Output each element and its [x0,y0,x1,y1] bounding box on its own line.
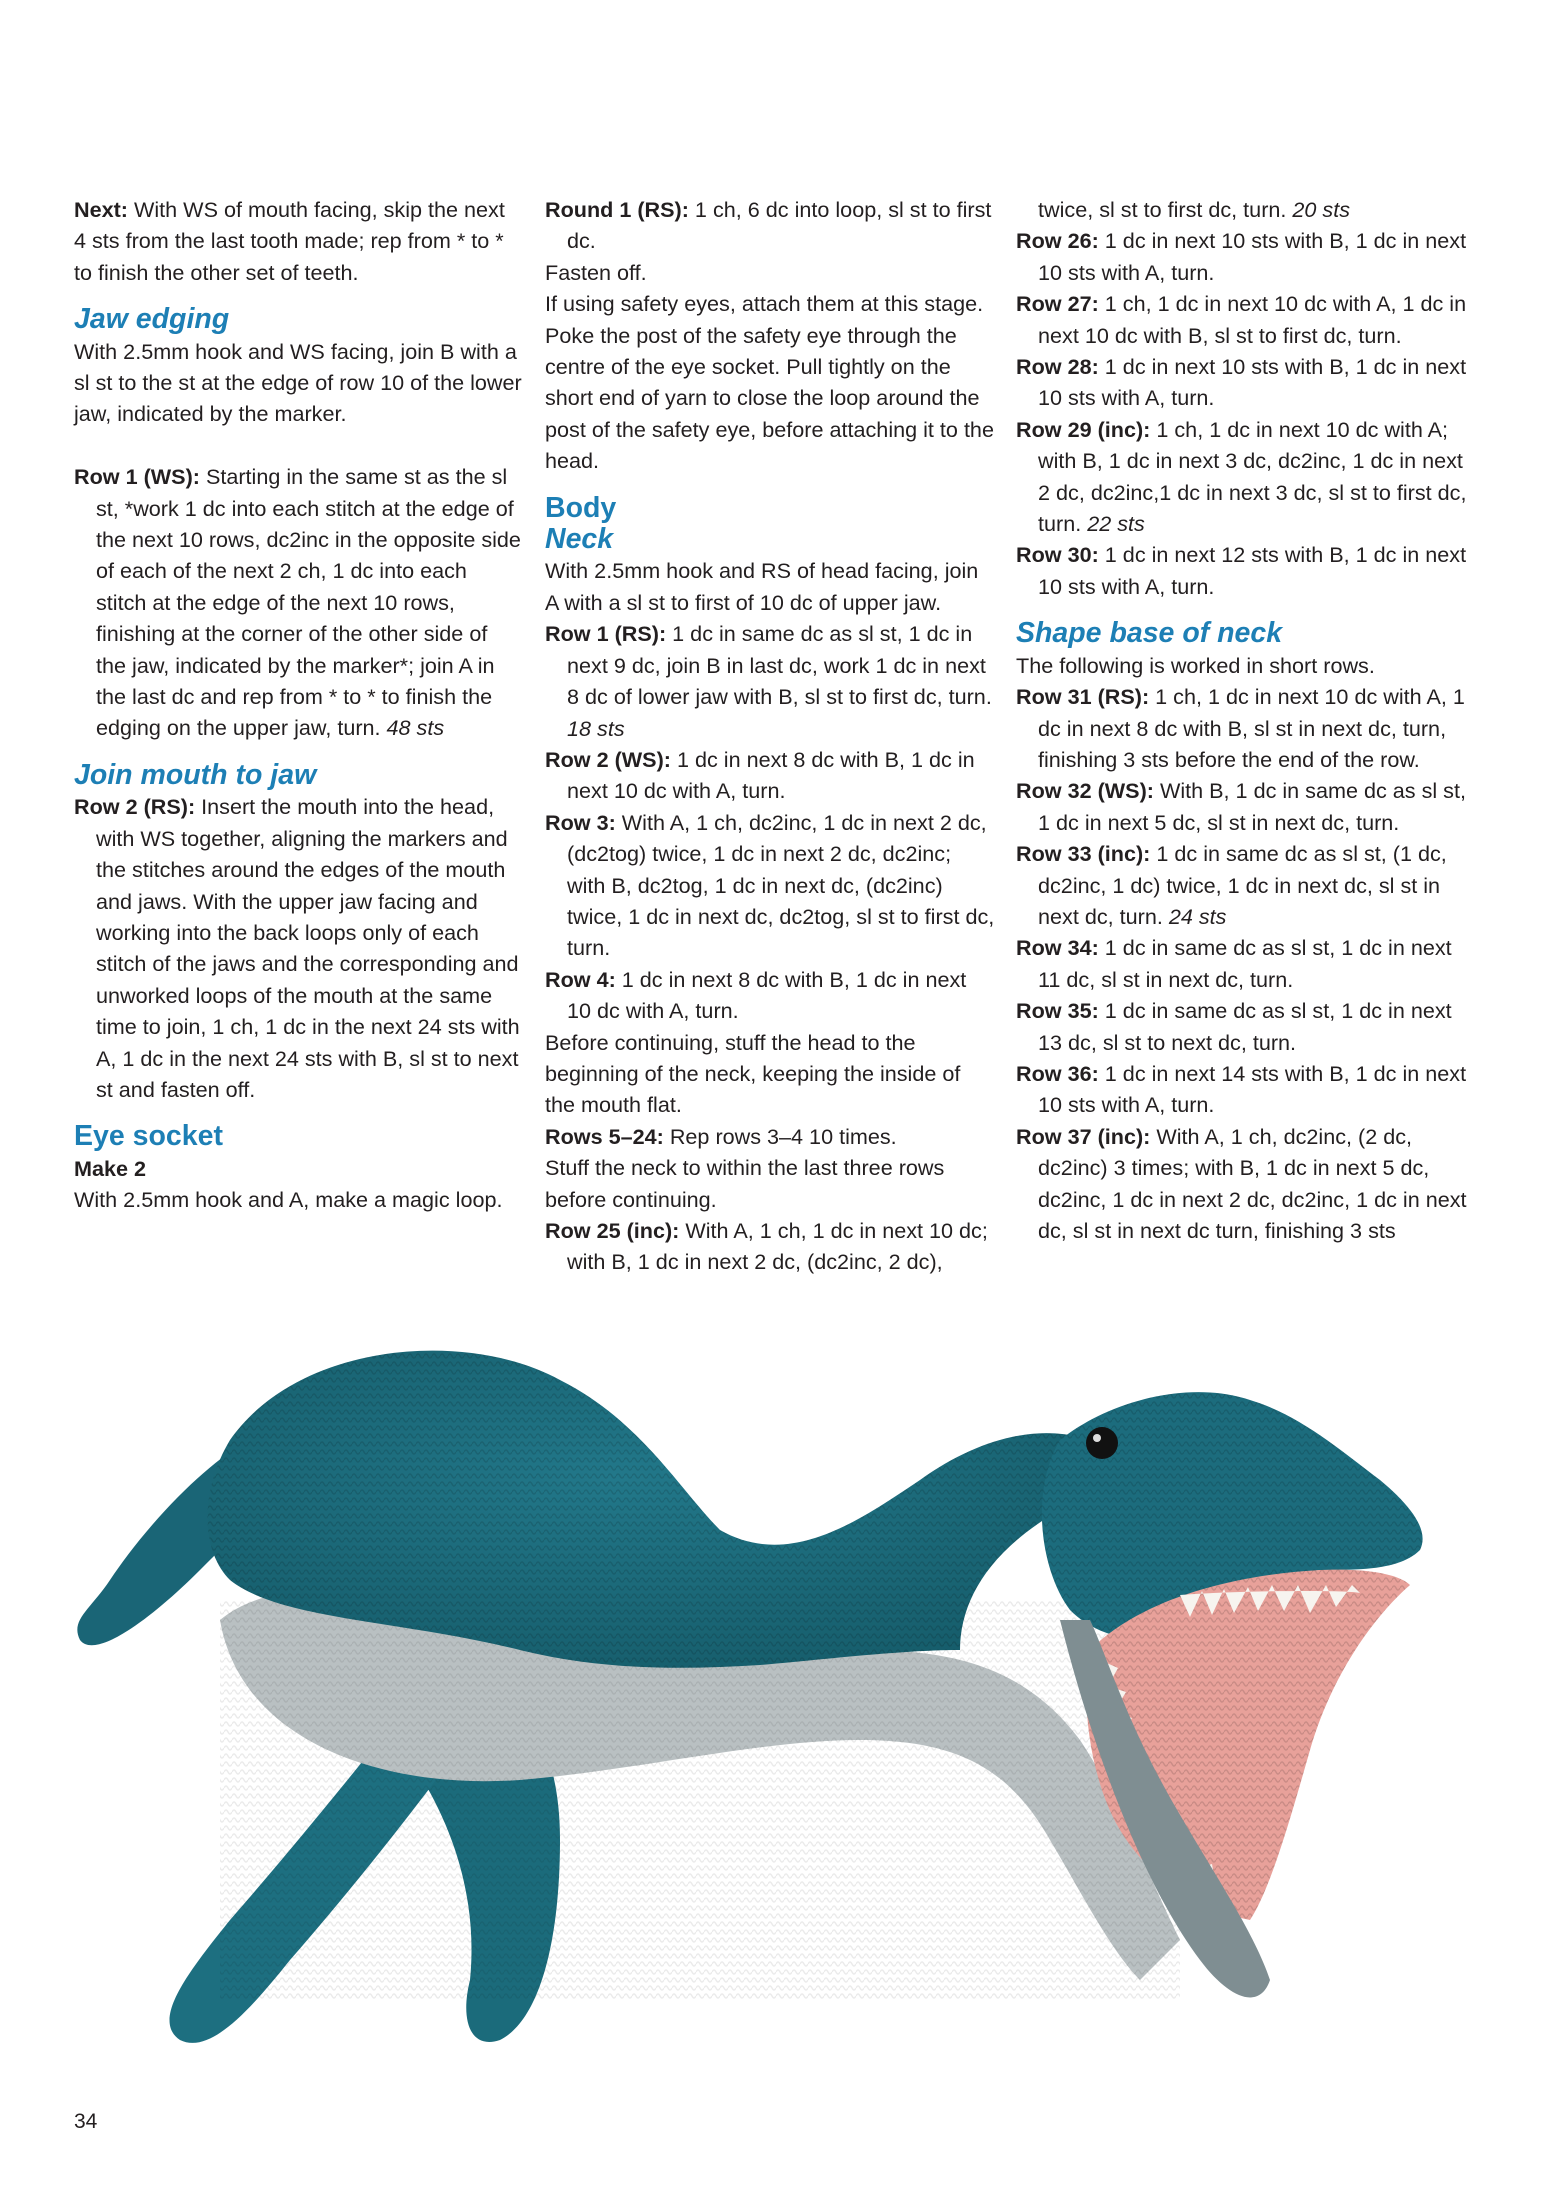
jaw-edging-text: With 2.5mm hook and WS facing, join B with a sl st to the st at the edge of row 10 of the lower jaw, indicated by the marker. [74,338,522,427]
instruction-row-34: Row 34: 1 dc in same dc as sl st, 1 dc in next 11 dc, sl st in next dc, turn. [1016,935,1452,992]
heading-shape-base-of-neck: Shape base of neck [1016,617,1283,650]
instruction-row-27: Row 27: 1 ch, 1 dc in next 10 dc with A, 1 dc in next 10 dc with B, sl st to first dc, turn. [1016,291,1467,348]
row-25-continued: twice, sl st to first dc, turn. 20 sts [1038,197,1351,222]
instruction-neck-row-2: Row 2 (WS): 1 dc in next 8 dc with B, 1 dc in next 10 dc with A, turn. [545,746,975,804]
instruction-row-29: Row 29 (inc): 1 ch, 1 dc in next 10 dc with A; with B, 1 dc in next 3 dc, dc2inc, 1 dc in next 2 dc, dc2inc,1 dc in next 3 dc, sl st to first dc, turn. 22 sts [1016,416,1467,537]
instruction-row-25: Row 25 (inc): With A, 1 ch, 1 dc in next 10 dc; with B, 1 dc in next 2 dc, (dc2inc, 2 dc), [545,1218,988,1275]
instruction-neck-row-1: Row 1 (RS): 1 dc in same dc as sl st, 1 dc in next 9 dc, join B in last dc, work 1 dc in next 8 dc of lower jaw with B, sl st to first dc, turn. 18 sts [545,621,992,741]
heading-body: Body [545,491,617,524]
column-2 [545,194,995,1278]
heading-jaw-edging: Jaw edging [74,303,230,336]
instruction-row-30: Row 30: 1 dc in next 12 sts with B, 1 dc in next 10 sts with A, turn. [1016,542,1467,599]
stuff-neck-text: Stuff the neck to within the last three rows before continuing. [545,1155,945,1212]
instruction-row-33: Row 33 (inc): 1 dc in same dc as sl st, (1 dc, dc2inc, 1 dc) twice, 1 dc in next dc, sl st in next dc, turn. 24 sts [1016,841,1447,929]
instruction-row-32: Row 32 (WS): With B, 1 dc in same dc as sl st, 1 dc in next 5 dc, sl st in next dc, turn. [1016,778,1466,835]
heading-neck: Neck [545,523,614,556]
instruction-row-28: Row 28: 1 dc in next 10 sts with B, 1 dc in next 10 sts with A, turn. [1016,354,1467,411]
neck-text: With 2.5mm hook and RS of head facing, join A with a sl st to first of 10 dc of upper jaw. [545,558,979,615]
instruction-round-1: Round 1 (RS): 1 ch, 6 dc into loop, sl st to first dc. [545,197,992,254]
fasten-off-text: Fasten off. [545,259,647,285]
eye [1086,1427,1118,1459]
instruction-row-36: Row 36: 1 dc in next 14 sts with B, 1 dc in next 10 sts with A, turn. [1016,1060,1467,1118]
instruction-row-37: Row 37 (inc): With A, 1 ch, dc2inc, (2 dc, dc2inc) 3 times; with B, 1 dc in next 5 dc, dc2inc, 1 dc in next 2 dc, dc2inc, 1 dc in next dc, sl st in next dc turn, finishing 3 sts [1016,1123,1467,1243]
make-2-label: Make 2 [74,1155,147,1181]
page-number: 34 [74,2110,98,2133]
eye-socket-text: With 2.5mm hook and A, make a magic loop. [74,1187,503,1213]
instruction-row-26: Row 26: 1 dc in next 10 sts with B, 1 dc in next 10 sts with A, turn. [1016,228,1467,285]
heading-join-mouth: Join mouth to jaw [74,758,317,791]
instruction-rows-5-24: Rows 5–24: Rep rows 3–4 10 times. [545,1123,897,1149]
instruction-row-4: Row 4: 1 dc in next 8 dc with B, 1 dc in next 10 dc with A, turn. [545,966,967,1024]
instruction-row-31: Row 31 (RS): 1 ch, 1 dc in next 10 dc with A, 1 dc in next 8 dc with B, sl st in next dc, turn, finishing 3 sts before the end of the row. [1016,684,1465,772]
column-1 [74,194,522,1216]
plesiosaur-photo [0,1320,1551,2100]
short-rows-text: The following is worked in short rows. [1016,652,1375,678]
instruction-row-1: Row 1 (WS): Starting in the same st as the sl st, *work 1 dc into each stitch at the edge of the next 10 rows, dc2inc in the opposite side of each of the next 2 ch, 1 dc into each stitch at the edge of the next 10 rows, finishing at the corner of the other side of the jaw, indicated by the marker*; join A in the last dc and rep from * to * to finish the edging on the upper jaw, turn. 48 sts [74,464,521,741]
instruction-row-2: Row 2 (RS): Insert the mouth into the head, with WS together, aligning the markers and the stitches around the edges of the mouth and jaws. With the upper jaw facing and working into the back loops only of each stitch of the jaws and the corresponding and unworked loops of the mouth at the same time to join, 1 ch, 1 dc in the next 24 sts with A, 1 dc in the next 24 sts with B, sl st to next st and fasten off. [74,794,520,1102]
instruction-row-35: Row 35: 1 dc in same dc as sl st, 1 dc in next 13 dc, sl st to next dc, turn. [1016,998,1452,1055]
column-3 [1016,194,1478,1246]
stuff-head-text: Before continuing, stuff the head to the beginning of the neck, keeping the inside of the mouth flat. [545,1029,961,1118]
heading-eye-socket: Eye socket [74,1120,223,1153]
safety-eyes-text: If using safety eyes, attach them at this stage. Poke the post of the safety eye through the centre of the eye socket. Pull tightly on the short end of yarn to close the loop around the post of the safety eye, before attaching it to the head. [545,291,994,474]
instruction-row-3: Row 3: With A, 1 ch, dc2inc, 1 dc in next 2 dc, (dc2tog) twice, 1 dc in next 2 dc, dc2inc; with B, dc2tog, 1 dc in next dc, (dc2inc) twice, 1 dc in next dc, dc2tog, sl st to first dc, turn. [545,809,995,961]
instruction-next: Next: With WS of mouth facing, skip the next 4 sts from the last tooth made; rep from * to * to finish the other set of teeth. [74,197,505,285]
